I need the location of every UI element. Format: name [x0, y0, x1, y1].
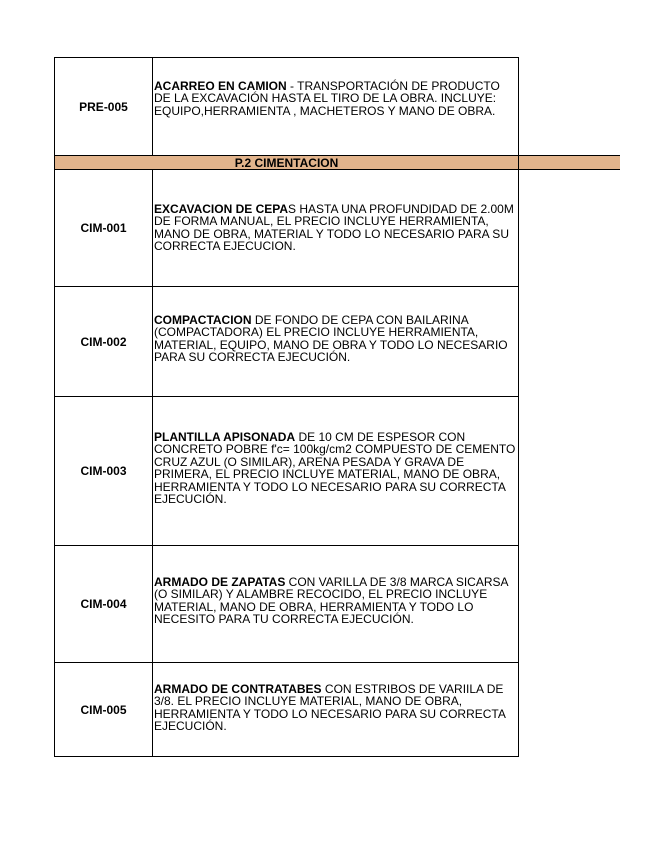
concept-text: CON VARILLA DE 3/8 MARCA SICARSA (O SIMILAR) Y ALAMBRE RECOCIDO, EL PRECIO INCLUYE MATERIAL, MANO DE OBRA, HERRAMIENTA Y TODO LO NECESITO PARA TU CORRECTA EJECUCIÓN.	[154, 575, 508, 627]
table-row	[54, 57, 519, 156]
section-header	[54, 155, 519, 170]
table-row	[54, 546, 519, 663]
concept-description	[153, 663, 518, 756]
concept-title: COMPACTACION	[154, 313, 252, 327]
concept-description	[153, 58, 518, 155]
concept-description	[153, 170, 518, 286]
concept-text: DE FONDO DE CEPA CON BAILARINA (COMPACTADORA) EL PRECIO INCLUYE HERRAMIENTA, MATERIAL, EQUIPO, MANO DE OBRA Y TODO LO NECESARIO PARA SU CORRECTA EJECUCIÓN.	[154, 313, 508, 365]
concept-text: CON ESTRIBOS DE VARIILA DE 3/8. EL PRECIO INCLUYE MATERIAL, MANO DE OBRA, HERRAMIENTA Y TODO LO NECESARIO PARA SU CORRECTA EJECUCIÓN.	[154, 682, 506, 734]
concept-text: - TRANSPORTACIÓN DE PRODUCTO DE LA EXCAVACIÓN HASTA EL TIRO DE LA OBRA. INCLUYE: EQUIPO,HERRAMIENTA , MACHETEROS Y MANO DE OBRA.	[154, 79, 500, 118]
concept-title: ACARREO EN CAMION	[154, 79, 287, 93]
table-row	[54, 397, 519, 546]
concept-title: ARMADO DE CONTRATABES	[154, 682, 322, 696]
concept-description	[153, 287, 518, 396]
concept-title: EXCAVACION DE CEPA	[154, 202, 289, 216]
concept-code: CIM-002	[55, 287, 153, 396]
concept-title: PLANTILLA APISONADA	[154, 430, 296, 444]
concept-code: CIM-003	[55, 397, 153, 545]
table-row	[54, 287, 519, 397]
table-row	[54, 170, 519, 287]
concept-text: DE 10 CM DE ESPESOR CON CONCRETO POBRE f'c= 100kg/cm2 COMPUESTO DE CEMENTO CRUZ AZUL (O SIMILAR), ARENA PESADA Y GRAVA DE PRIMERA, EL PRECIO INCLUYE MATERIAL, MANO DE OBRA, HERRAMIENTA Y TODO LO NECESARIO PARA SU CORRECTA EJECUCIÓN.	[154, 430, 516, 507]
table-row	[54, 663, 519, 757]
section-header-label: P.2 CIMENTACION	[234, 155, 339, 170]
concept-title: ARMADO DE ZAPATAS	[154, 575, 286, 589]
concept-text: S HASTA UNA PROFUNDIDAD DE 2.00M DE FORMA MANUAL, EL PRECIO INCLUYE HERRAMIENTA, MANO DE OBRA, MATERIAL Y TODO LO NECESARIO PARA SU CORRECTA EJECUCION.	[154, 202, 514, 254]
concept-code: CIM-004	[55, 546, 153, 662]
concept-code: CIM-001	[55, 170, 153, 286]
concept-description	[153, 546, 518, 662]
concept-table-top	[54, 57, 519, 156]
concept-description	[153, 397, 518, 545]
concept-table	[54, 170, 519, 757]
concept-code: PRE-005	[55, 58, 153, 155]
concept-code: CIM-005	[55, 663, 153, 756]
